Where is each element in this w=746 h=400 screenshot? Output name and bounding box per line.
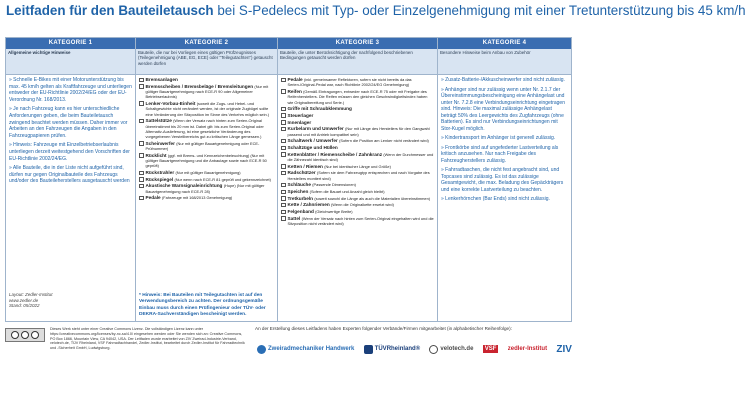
category-3-list bbox=[278, 75, 437, 230]
checklist-item bbox=[281, 113, 434, 118]
item-name: Speichen bbox=[287, 189, 309, 195]
category-3-subtitle: Bauteile, die unter Berücksichtigung der nachfolgend beschriebenen Bedingungen getauscht werden dürfen bbox=[278, 49, 437, 75]
vsf-logo: VSF bbox=[484, 346, 497, 352]
category-4-paragraph: » Kindertransport im Anhänger ist generell zulässig. bbox=[441, 135, 556, 141]
contributor-logos bbox=[257, 340, 572, 358]
checklist-item bbox=[281, 89, 434, 105]
category-4-body bbox=[438, 75, 571, 208]
checkbox-icon bbox=[139, 78, 144, 83]
checklist-item bbox=[281, 126, 434, 137]
item-name: Pedale bbox=[287, 77, 303, 82]
item-description: (ggf. mit Brems- und Kennzeichenbeleuchtung) (Nur mit gültiger Bauartgenehmigung und die Anbaulage sowie nach ECE-R 50 geprüft) bbox=[145, 152, 267, 169]
category-1-paragraph: » Schnelle E-Bikes mit einer Motorunterstützung bis max. 45 km/h gelten als Kraftfahrzeuge und unterliegen entweder der EU-Richtlinie 2002/24/EG oder der EU-Verordnung Nr. 168/2013. bbox=[9, 77, 132, 103]
category-table bbox=[5, 37, 572, 322]
layout-credit: Layout: Zedler-Institut www.zedler.de Stand: 05/2022 bbox=[9, 292, 53, 309]
item-description: (Nur mit gültiger Bauartgenehmigung) bbox=[175, 170, 241, 176]
category-3-column bbox=[278, 38, 438, 321]
checkbox-icon bbox=[281, 127, 286, 132]
zedler-logo: zedler-Institut bbox=[507, 346, 548, 352]
checklist-item bbox=[139, 183, 274, 194]
category-4-paragraph: » Lenkerhörnchen (Bar Ends) sind nicht zulässig. bbox=[441, 196, 550, 202]
category-3-heading: KATEGORIE 3 bbox=[278, 38, 437, 49]
item-description: (Fahrzeuge mit 168/2013 Genehmigung) bbox=[161, 195, 233, 201]
item-name: Rückstrahler bbox=[145, 170, 175, 176]
item-name: Innenlager bbox=[287, 119, 312, 125]
checklist-item bbox=[281, 152, 434, 163]
checklist-item bbox=[139, 153, 274, 169]
item-description: (soweit sowohl die Länge als auch die Materialien übereinstimmen) bbox=[314, 195, 431, 201]
checkbox-icon bbox=[281, 113, 286, 118]
checklist-item bbox=[281, 164, 434, 169]
category-1-body bbox=[6, 75, 135, 190]
item-name: Steuerlager bbox=[287, 112, 314, 118]
checkbox-icon bbox=[281, 139, 286, 144]
checkbox-icon bbox=[281, 120, 286, 125]
item-description: (Hupe) (Nur mit gültiger Bauartgenehmigung nach ECE-R 28) bbox=[145, 183, 265, 194]
item-name: Akustische Warnsignaleinrichtung bbox=[145, 183, 223, 189]
checkbox-icon bbox=[139, 177, 144, 182]
category-4-paragraph: » Fahrradtaschen, die nicht fest angebracht sind, und Topcases sind zulässig. Es ist das zulässige Gesamtgewicht, die max. Beladung des Gepäckträgers und eine korrekte Lastverteilung zu beachten. bbox=[441, 167, 564, 193]
item-description: (inkl. gemeinsamer Reflektoren, sofern sie nicht bereits da das Serien-/Original-Pedal war, nach Richtlinie 2002/24/EG Genehmigung) bbox=[287, 77, 412, 88]
checkbox-icon bbox=[281, 164, 286, 169]
checklist-item bbox=[281, 120, 434, 125]
item-description: (Nur mit Länge des Herstellers für den Gangwahl passend und mit Antrieb kompatibel sein) bbox=[287, 126, 430, 137]
ziv-logo: ZIV bbox=[556, 343, 572, 355]
checkbox-icon bbox=[139, 171, 144, 176]
zweiradmechaniker-logo: Zweiradmechaniker Handwerk bbox=[257, 345, 354, 354]
checklist-item bbox=[281, 209, 434, 214]
item-name: Griffe mit Schraubklemmung bbox=[287, 106, 352, 112]
item-name: Kettenblätter / Riemenscheibe / Zahnkranz bbox=[287, 151, 383, 157]
category-1-paragraph: » Hinweis: Fahrzeuge mit Einzelbetriebserlaubnis unterliegen derzeit weitestgehend den Vorschriften der EU-Richtlinie 2002/24/EG. bbox=[9, 142, 130, 162]
checklist-item bbox=[281, 145, 434, 150]
checklist-item bbox=[281, 216, 434, 227]
checklist-item bbox=[281, 138, 434, 143]
checkbox-icon bbox=[139, 141, 144, 146]
checkbox-icon bbox=[139, 84, 144, 89]
category-4-subtitle: Besondere Hinweise beim Anbau von Zubehör bbox=[438, 49, 571, 75]
item-description: (Nur mit gültiger Bauartgenehmigung nach ECE-R 90 oder Allgemeiner Betriebserlaubnis) bbox=[145, 83, 269, 100]
category-2-column bbox=[136, 38, 278, 321]
checkbox-icon bbox=[281, 171, 286, 176]
category-1-paragraph: » Je nach Fahrzeug kann es hier unterschiedliche Anforderungen geben, die beim Bauteiletausch zwingend beachtet werden müssen. Daher immer vor Arbeiten an den Fahrzeugen die Angaben in den Fahrzeugpapieren prüfen. bbox=[9, 106, 128, 139]
checkbox-icon bbox=[139, 101, 144, 106]
item-name: Reifen bbox=[287, 88, 302, 94]
title-bold: Leitfaden für den Bauteiletausch bbox=[6, 3, 214, 18]
item-name: Tretkurbeln bbox=[287, 195, 314, 201]
checklist-item bbox=[281, 182, 434, 187]
checkbox-icon bbox=[281, 190, 286, 195]
category-2-subtitle: Bauteile, die nur bei Vorliegen eines gültigen Prüfzeugnisses (Teilegenehmigung (ABE, EG, ECE) oder "Teilegutachten") getauscht werden dürfen bbox=[136, 49, 277, 75]
checkbox-icon bbox=[281, 89, 286, 94]
checklist-item bbox=[139, 177, 274, 182]
checkbox-icon bbox=[281, 152, 286, 157]
item-description: (Passende Dimensionen) bbox=[312, 182, 356, 188]
wheel-icon bbox=[429, 345, 438, 354]
checklist-item bbox=[139, 84, 274, 100]
item-description: (Sofern sie dem Fahrzeugtyp entsprechen und nach Vorgabe des Herstellers montiert sind) bbox=[287, 170, 430, 181]
item-name: Sattel bbox=[287, 215, 301, 221]
item-description: (Wenn der Durchmesser und die Zähnezahl identisch sind) bbox=[287, 151, 434, 162]
checklist-item bbox=[139, 77, 274, 82]
item-description: (Gemäß Eintragungen, entweder nach ECE-R 75 oder mit Freigabe des Reifenherstellers. Die Reifen müssen den gleichen Geschwindigkeitsindex haben wie Originalbereifung und Serie.) bbox=[287, 88, 428, 105]
item-description: (Wenn der Versatz nach hinten zum Serien-Original übereinstimmt bis 20 mm ist. Dabei gilt: bis zum Serien-Original oder Alternativ-Auslieferung, ist eine gesetzliche Veränderung des vorgegebenen Verstellbereichs gut zu kritischen Länge gemessen.) bbox=[145, 118, 264, 140]
item-name: Sattelstütze bbox=[145, 118, 172, 124]
checklist-item bbox=[281, 77, 434, 88]
checkbox-icon bbox=[139, 196, 144, 201]
item-name: Kurbelarm und Umwerfer bbox=[287, 126, 344, 132]
item-name: Ketten / Riemen bbox=[287, 163, 323, 169]
category-4-paragraph: » Anhänger sind nur zulässig wenn unter Nr. 2.1.7 der Übereinstimmungsbescheinigung eine Anhängelast und unter Nr. 7.2.8 eine Verbindungseinrichtung eingetragen sind. Hinweis: Die maximal zulässige Anhängelast beträgt 50% des Leergewichts des Zugfahrzeugs (ohne Batterien). Es sind nur Verbindungseinrichtungen mit Stor-Kugel möglich. bbox=[441, 86, 565, 132]
checkbox-icon bbox=[139, 119, 144, 124]
checklist-item bbox=[281, 196, 434, 201]
checkbox-icon bbox=[139, 184, 144, 189]
item-name: Schaltwerk / Umwerfer bbox=[287, 138, 338, 144]
category-4-paragraph: » Zusatz-Batterie-/Akkuscheinwerfer sind nicht zulässig. bbox=[441, 77, 565, 83]
item-name: Lenker-Vorbau-Einheit bbox=[145, 100, 196, 106]
checklist-item bbox=[281, 106, 434, 111]
category-1-subtitle: Allgemeine wichtige Hinweise bbox=[6, 49, 135, 75]
item-name: Schaltzüge und Hüllen bbox=[287, 145, 338, 150]
page-title bbox=[6, 3, 746, 19]
checkbox-icon bbox=[281, 210, 286, 215]
item-description: (Nur mit gültiger Bauartgenehmigung oder ECE-Prüfnummer) bbox=[145, 140, 260, 152]
item-name: Bremsscheiben / Bremsbeläge / Bremsleitungen bbox=[145, 83, 254, 89]
item-description: (Gleichwertige Breite) bbox=[315, 209, 353, 215]
checkbox-icon bbox=[281, 146, 286, 151]
contributors-text: An der Erstellung dieses Leitfadens haben Experten folgender Verbände/Firmen mitgearbeitet (in alphabetischer Reihenfolge): bbox=[255, 326, 512, 331]
item-name: Rücklicht bbox=[145, 152, 167, 158]
checklist-item bbox=[139, 195, 274, 200]
category-1-column bbox=[6, 38, 136, 321]
checkbox-icon bbox=[281, 203, 286, 208]
item-description: (Nur bei identischer Länge und Größe) bbox=[324, 163, 391, 169]
item-name: Kette / Zahnriemen bbox=[287, 202, 330, 208]
item-name: Scheinwerfer bbox=[145, 140, 175, 146]
checkbox-icon bbox=[281, 78, 286, 83]
checkbox-icon bbox=[281, 183, 286, 188]
item-name: Radschützer bbox=[287, 170, 316, 176]
category-1-paragraph: » Alle Bauteile, die in der Liste nicht aufgeführt sind, dürfen nur gegen Originalbauteile des Fahrzeugs und/oder des Bauteileherstellers ausgetauscht werden bbox=[9, 165, 130, 185]
tuv-rheinland-logo: TÜVRheinland® bbox=[364, 345, 420, 354]
checklist-item bbox=[281, 170, 434, 181]
checklist-item bbox=[281, 189, 434, 194]
checkbox-icon bbox=[281, 196, 286, 201]
category-4-column bbox=[438, 38, 571, 321]
item-name: Bremsanlagen bbox=[145, 77, 178, 82]
velotech-logo: velotech.de bbox=[429, 345, 473, 354]
item-description: (Wenn der Versatz nach hinten zum Serien-Original eingehalten wird und die Sitzposition nicht verändert wird) bbox=[287, 215, 434, 227]
page-footer bbox=[5, 326, 572, 396]
item-name: Rückspiegel bbox=[145, 176, 174, 182]
category-2-list bbox=[136, 75, 277, 204]
gear-icon bbox=[257, 345, 266, 354]
item-name: Pedale bbox=[145, 195, 161, 201]
category-4-heading: KATEGORIE 4 bbox=[438, 38, 571, 49]
category-4-paragraph: » Frontkörbe sind auf ungefederter Lastverteilung als kritisch anzusehen. Nur nach Freigabe des Fahrzeugherstellers zulässig. bbox=[441, 144, 559, 164]
item-description: (soweit die Zugs- und Hebel- und Schaltgewichte nicht verändert werden, ist der originale Zugbügel sollte eine Veränderung der Sitzposition im Sinne des Verkehrs möglich sein.) bbox=[145, 100, 269, 117]
item-description: (Wenn die Originalkette ersetzt wird) bbox=[331, 202, 394, 208]
checklist-item bbox=[139, 141, 274, 152]
checklist-item bbox=[139, 118, 274, 139]
item-description: (Nur wenn nach ECE-R 81 geprüft und gekennzeichnet) bbox=[174, 176, 271, 182]
checkbox-icon bbox=[139, 153, 144, 158]
checkbox-icon bbox=[281, 107, 286, 112]
checkbox-icon bbox=[281, 216, 286, 221]
category-1-heading: KATEGORIE 1 bbox=[6, 38, 135, 49]
title-rest: bei S-Pedelecs mit Typ- oder Einzelgenehmigung mit einer Tretunterstützung bis 45 km/h bbox=[213, 3, 746, 18]
checklist-item bbox=[281, 202, 434, 207]
creative-commons-badge-icon bbox=[5, 328, 45, 342]
item-description: (Sofern die Position am Lenker nicht verändert wird) bbox=[339, 138, 429, 144]
item-name: Schläuche bbox=[287, 182, 311, 188]
category-2-note: * Hinweis: Bei Bauteilen mit Teilegutachten ist auf den Verwendungsbereich zu achten. Der ordnungsgemäße Einbau muss durch einen Prüfingenieur oder TÜV- oder DEKRA-Sachverständigen bescheinigt werden. bbox=[139, 293, 266, 317]
checklist-item bbox=[139, 101, 274, 117]
shield-icon bbox=[364, 345, 373, 354]
checklist-item bbox=[139, 170, 274, 175]
item-description: (Sofern die Bauart und Anzahl gleich bleibt) bbox=[309, 189, 385, 195]
item-name: Felgenband bbox=[287, 209, 314, 215]
license-text: Dieses Werk steht unter einer Creative Commons Lizenz. Die vollständigen Lizenz kann unter https://creativecommons.org/licenses/by-nc-sa/4.0/ eingesehen werden oder Sie wenden sich an: Creative Commons, PO Box 1866, Mountain View, CA 94042, USA. Der Leitfaden wurde erarbeitet von ZIV Zweirad-Industrie-Verband, velotech.de, TÜV Rheinland, VSF Fahrradfachhandel, Zedler-Institut, bearbeitet durch Zedler-Institut für Fahrradtechnik und -Sicherheit GmbH, Ludwigsburg. bbox=[50, 327, 245, 351]
category-2-heading: KATEGORIE 2 bbox=[136, 38, 277, 49]
